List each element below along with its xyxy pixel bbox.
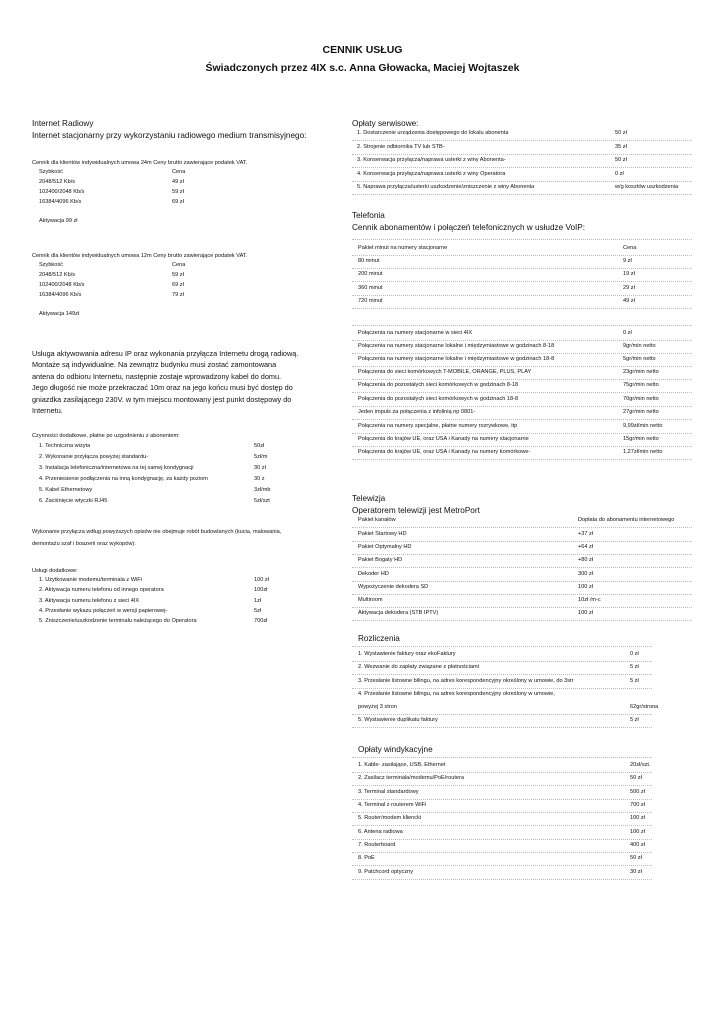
list-item-price: 50 zł	[615, 130, 627, 136]
list-item-label: Połączenia na numery specjalne, płatne numery rozrywkowe, itp	[358, 423, 518, 429]
list-item-label: 3. Aktywacja numeru telefonu z sieci 4IX	[39, 598, 140, 604]
list-item-price: 5 zł	[630, 664, 639, 670]
col-header-price: Cena	[623, 245, 637, 251]
telephony-subheading: Cennik abonamentów i połączeń telefonicznych w usłudze VoIP:	[352, 223, 586, 232]
list-item-label: Połączenia do krajów UE, oraz USA i Kanady na numery komórkowe-	[358, 449, 531, 455]
list-item-price: 30 zł	[254, 465, 266, 471]
list-item-price: w/g kosztów uszkodzenia	[615, 184, 679, 190]
list-item-label: 2. Strojenie odbiornika TV lub STB-	[357, 144, 445, 150]
construction-note: demontażu szaf i boazerii oraz wykopów).	[32, 541, 136, 547]
list-item-label: 4. Przesłanie listowne bilingu, na adres korespondencyjny określony w umowie,	[358, 691, 555, 697]
extra-activities-heading: Czynności dodatkowe, płatne po uzgodnieniu z abonentem:	[32, 433, 180, 439]
list-item-price: 62gr/strona	[630, 704, 659, 710]
list-item-label: 720 minut	[358, 298, 383, 304]
list-item-price: +80 zł	[578, 557, 594, 563]
list-item-label: 1. Użytkowanie modemu/terminala z WiFi	[39, 577, 142, 583]
list-item-label: 2. Wezwanie do zapłaty związane z płatnościami	[358, 664, 479, 670]
col-header-price: Dopłata do abonamentu internetowego	[578, 517, 675, 523]
list-item-price: +64 zł	[578, 544, 594, 550]
list-item-label: Połączenia do sieci komórkowych T-MOBILE, ORANGE, PLUS, PLAY	[358, 369, 532, 375]
page-title: CENNIK USŁUG	[322, 44, 403, 56]
list-item-label: 5. Kabel Ethernetowy	[39, 487, 93, 493]
col-header-price: Cena	[172, 169, 186, 175]
list-item-price: 5zł/szt	[254, 498, 270, 504]
list-item-label: Dekoder HD	[358, 571, 389, 577]
list-item-label: powyżej 3 stron	[358, 704, 397, 710]
speed-cell: 102400/2048 Kb/s	[39, 282, 85, 288]
internet-heading: Internet Radiowy	[32, 119, 94, 128]
tv-subheading: Operatorem telewizji jest MetroPort	[352, 506, 480, 515]
list-item-label: 4. Konserwacja przyłącza/naprawa usterki z winy Operatora	[357, 171, 506, 177]
list-item-label: Połączenia do pozostałych sieci komórkowych w godzinach 18-8	[358, 396, 519, 402]
page-subtitle: Świadczonych przez 4IX s.c. Anna Głowacka, Maciej Wojtaszek	[205, 62, 520, 74]
col-header-speed: Szybkość	[39, 262, 63, 268]
list-item-label: Połączenia do pozostałych sieci komórkowych w godzinach 8-18	[358, 382, 519, 388]
list-item-label: 3. Konserwacja przyłącza/naprawa usterki z winy Abonenta-	[357, 157, 506, 163]
list-item-label: 3. Przesłanie listowne bilingu, na adres korespondencyjny określony w umowie, do 3str	[358, 678, 574, 684]
list-item-label: 1. Wystawienie faktury oraz ekoFaktury	[358, 651, 456, 657]
list-item-price: 9,99zł/min netto	[623, 423, 663, 429]
list-item-label: Jeden impuls za połączenia z infolinią np 0801-	[358, 409, 476, 415]
list-item-label: 2. Aktywacja numeru telefonu od innego operatora	[39, 587, 164, 593]
list-item-label: Połączenia na numery stacjonarne lokalne i międzymiastowe w godzinach 18-8	[358, 356, 555, 362]
list-item-label: Pakiet Startowy HD	[358, 531, 407, 537]
price-cell: 59 zł	[172, 272, 184, 278]
list-item-label: 4. Przeniesienie podłączenia na inną kondygnację, za każdy poziom	[39, 476, 208, 482]
list-item-price: 9 zł	[623, 258, 632, 264]
list-item-label: 3. Instalacja telefoniczna/internetowa na tej samej kondygnacji	[39, 465, 194, 471]
list-item-label: Połączenia na numery stacjonarne w sieci 4IX	[358, 330, 473, 336]
list-item-price: 3zł/mb	[254, 487, 271, 493]
price-cell: 79 zł	[172, 292, 184, 298]
list-item-label: 6. Antena radiowa	[358, 829, 403, 835]
list-item-price: 5 zł	[630, 678, 639, 684]
list-item-price: 100 zł	[578, 584, 593, 590]
list-item-price: 20zł/szt.	[630, 762, 651, 768]
list-item-price: 300 zł	[578, 571, 593, 577]
list-item-price: 5zł/m	[254, 454, 268, 460]
list-item-price: 1,27zł/min netto	[623, 449, 663, 455]
list-item-price: 100 zł	[578, 610, 593, 616]
speed-cell: 16384/4096 Kb/s	[39, 292, 82, 298]
list-item-price: 50 zł	[630, 775, 642, 781]
list-item-label: Pakiet Optymalny HD	[358, 544, 412, 550]
construction-note: Wykonanie przyłącza wdług powyższych opisów nie obejmuje robót budowlanych (kucia, malowania,	[32, 529, 282, 535]
col-header-speed: Szybkość	[39, 169, 63, 175]
speed-cell: 102400/2048 Kb/s	[39, 189, 85, 195]
price-cell: 69 zł	[172, 199, 184, 205]
list-item-label: 5. Zniszczenie/uszkodzenie terminalu należącego do Operatora	[39, 618, 197, 624]
list-item-price: 700zł	[254, 618, 268, 624]
list-item-label: 360 minut	[358, 285, 383, 291]
list-item-label: 80 minut	[358, 258, 380, 264]
list-item-label: Wypożyczenie dekodera SD	[358, 584, 429, 590]
list-item-price: 50zł	[254, 443, 265, 449]
list-item-price: 30 z	[254, 476, 265, 482]
list-item-price: 70gr/min netto	[623, 396, 659, 402]
list-item-price: 75gr/min netto	[623, 382, 659, 388]
list-item-price: 19 zł	[623, 271, 635, 277]
list-item-label: Połączenia do krajów UE, oraz USA i Kanady na numery stacjonarne	[358, 436, 529, 442]
list-item-price: 0 zł	[615, 171, 624, 177]
list-item-label: 3. Terminal standardowy	[358, 789, 419, 795]
list-item-price: 35 zł	[615, 144, 627, 150]
list-item-price: 700 zł	[630, 802, 645, 808]
list-item-price: 0 zł	[623, 330, 632, 336]
price-cell: 59 zł	[172, 189, 184, 195]
tv-heading: Telewizja	[352, 494, 386, 503]
activation-fee: Aktywacja 149zł	[39, 311, 80, 317]
list-item-label: 2. Wykonanie przyłącza powyżej standardu-	[39, 454, 149, 460]
list-item-label: 5. Naprawa przyłącza/usterki uszkodzenie/zniszczenie z winy Abonenta	[357, 184, 535, 190]
list-item-label: 7. Routerboard	[358, 842, 396, 848]
ip-paragraph: Usługa aktywowania adresu IP oraz wykonania przyłącza Internetu drogą radiową. Montaże są indywidualne. Na zewnątrz budynku musi zostać zamontowana antena do odbioru Internetu, następnie zostaje wprowadzony kabel do domu. Jego długość nie może przekraczać 10m oraz na jego końcu musi być dostęp do gniazdka zasilającego 230V. w tym miejscu montowany jest punkt dostępowy do Internetu.	[32, 349, 299, 416]
list-item-price: +37 zł	[578, 531, 594, 537]
col-header-price: Cena	[172, 262, 186, 268]
internet-subheading: Internet stacjonarny przy wykorzystaniu radiowego medium transmisyjnego:	[32, 131, 307, 140]
list-item-price: 100 zł	[630, 815, 645, 821]
list-item-price: 5zł	[254, 608, 262, 614]
speed-cell: 16384/4096 Kb/s	[39, 199, 82, 205]
list-item-label: Aktywacja dekodera (STB IPTV)	[358, 610, 439, 616]
list-item-price: 10zł /m-c	[578, 597, 601, 603]
list-item-price: 1zł	[254, 598, 262, 604]
list-item-label: 4. Przesłanie wykazu połączeń w wersji papierowej-	[39, 608, 168, 614]
list-item-label: 1. Techniczna wizyta	[39, 443, 91, 449]
list-item-price: 100 zł	[254, 577, 269, 583]
list-item-label: 1. Kable- zasilające, USB, Ethernet	[358, 762, 446, 768]
list-item-label: Połączenia na numery stacjonarne lokalne i międzymiastowe w godzinach 8-18	[358, 343, 555, 349]
speed-cell: 2048/512 Kb/s	[39, 272, 76, 278]
list-item-price: 49 zł	[623, 298, 635, 304]
recovery-fees-heading: Opłaty windykacyjne	[358, 745, 433, 754]
list-item-price: 23gr/min netto	[623, 369, 659, 375]
price-cell: 69 zł	[172, 282, 184, 288]
telephony-heading: Telefonia	[352, 211, 385, 220]
list-item-price: 5gr/min netto	[623, 356, 656, 362]
list-item-label: 8. PoE	[358, 855, 375, 861]
list-item-label: Multiroom	[358, 597, 383, 603]
list-item-price: 50 zł	[630, 855, 642, 861]
plan-intro: Cennik dla klientów indywidualnych umowa 12m Ceny brutto zawierające podatek VAT.	[32, 253, 248, 259]
list-item-price: 100zł	[254, 587, 268, 593]
list-item-label: 6. Zaciśnięcie wtyczki RJ45	[39, 498, 108, 504]
service-fees-heading: Opłaty serwisowe:	[352, 119, 419, 128]
speed-cell: 2048/512 Kb/s	[39, 179, 76, 185]
settlements-heading: Rozliczenia	[358, 634, 400, 643]
list-item-label: 2. Zasilacz terminala/modemu/PoE/routera	[358, 775, 465, 781]
list-item-price: 30 zł	[630, 869, 642, 875]
list-item-label: 1. Dostarczenie urządzenia dostępowego do lokalu abonenta	[357, 130, 509, 136]
list-item-price: 27gr/min netto	[623, 409, 659, 415]
list-item-label: 200 minut	[358, 271, 383, 277]
list-item-price: 0 zł	[630, 651, 639, 657]
price-cell: 49 zł	[172, 179, 184, 185]
list-item-price: 400 zł	[630, 842, 645, 848]
list-item-price: 15gr/min netto	[623, 436, 659, 442]
col-header-package: Pakiet kanałów	[358, 517, 396, 523]
activation-fee: Aktywacja 99 zł	[39, 218, 78, 224]
list-item-price: 9gr/min netto	[623, 343, 656, 349]
list-item-label: 5. Wystawienie duplikatu faktury	[358, 717, 438, 723]
list-item-label: 5. Router/modem kliencki	[358, 815, 422, 821]
list-item-price: 5 zł	[630, 717, 639, 723]
list-item-price: 500 zł	[630, 789, 645, 795]
col-header-package: Pakiet minut na numery stacjonarne	[358, 245, 448, 251]
list-item-label: Pakiet Bogaty HD	[358, 557, 403, 563]
plan-intro: Cennik dla klientów indywidualnych umowa 24m Ceny brutto zawierające podatek VAT.	[32, 160, 248, 166]
list-item-label: 4. Terminal z routerem WiFi	[358, 802, 427, 808]
list-item-price: 100 zł	[630, 829, 645, 835]
list-item-price: 50 zł	[615, 157, 627, 163]
list-item-label: 9. Patchcord optyczny	[358, 869, 414, 875]
list-item-price: 29 zł	[623, 285, 635, 291]
additional-services-heading: Usługi dodatkowe:	[32, 568, 78, 574]
